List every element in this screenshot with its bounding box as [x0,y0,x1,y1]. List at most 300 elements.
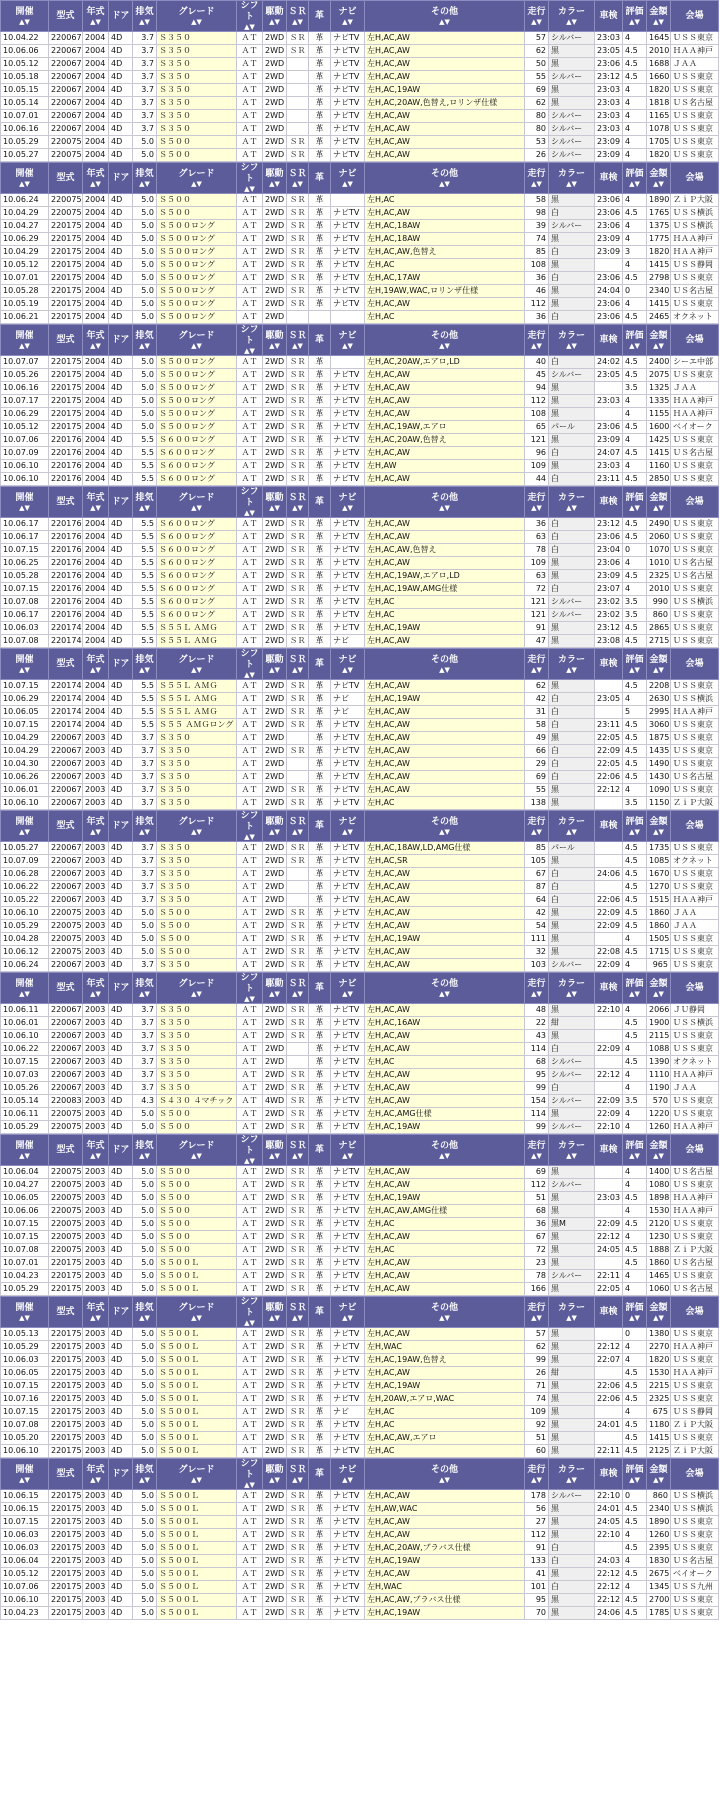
sort-arrows-icon[interactable]: ▲▼ [19,1313,30,1322]
column-header-year[interactable] [83,1459,109,1490]
sort-arrows-icon[interactable]: ▲▼ [90,17,101,26]
sort-arrows-icon[interactable]: ▲▼ [566,179,577,188]
sort-arrows-icon[interactable]: ▲▼ [292,179,303,188]
sort-arrows-icon[interactable]: ▲▼ [19,17,30,26]
column-header-color[interactable] [549,487,595,518]
column-header-other[interactable] [365,1,525,32]
sort-arrows-icon[interactable]: ▲▼ [531,341,542,350]
sort-arrows-icon[interactable]: ▲▼ [629,1313,640,1322]
sort-arrows-icon[interactable]: ▲▼ [292,503,303,512]
sort-arrows-icon[interactable]: ▲▼ [292,1151,303,1160]
sort-arrows-icon[interactable]: ▲▼ [439,665,450,674]
column-header-rating[interactable] [623,649,647,680]
sort-arrows-icon[interactable]: ▲▼ [342,1151,353,1160]
sort-arrows-icon[interactable]: ▲▼ [439,1475,450,1484]
column-header-rating[interactable] [623,811,647,842]
sort-arrows-icon[interactable]: ▲▼ [439,989,450,998]
column-header-navi[interactable] [331,325,365,356]
sort-arrows-icon[interactable]: ▲▼ [19,1151,30,1160]
column-header-date[interactable] [1,325,49,356]
column-header-sunroof[interactable] [287,649,309,680]
sort-arrows-icon[interactable]: ▲▼ [19,1475,30,1484]
cell-inspection [595,1179,623,1192]
sort-arrows-icon[interactable]: ▲▼ [19,503,30,512]
cell-navi: ナビTV [331,123,365,136]
column-header-drive[interactable] [263,487,287,518]
sort-arrows-icon[interactable]: ▲▼ [191,179,202,188]
column-header-shift[interactable] [237,487,263,518]
sort-arrows-icon[interactable]: ▲▼ [191,989,202,998]
cell-leather: 革 [309,194,331,207]
column-header-displacement[interactable] [133,163,157,194]
cell-other: 左H,AC,AW [365,1328,525,1341]
column-header-mileage[interactable] [525,325,549,356]
column-header-displacement[interactable] [133,487,157,518]
sort-arrows-icon[interactable]: ▲▼ [566,503,577,512]
sort-arrows-icon[interactable]: ▲▼ [292,1475,303,1484]
column-header-price[interactable] [647,325,671,356]
sort-arrows-icon[interactable]: ▲▼ [90,1313,101,1322]
table-header-row [1,163,719,194]
column-header-sunroof[interactable] [287,973,309,1004]
cell-date: 10.05.29 [1,920,49,933]
cell-mileage: 36 [525,518,549,531]
column-header-date[interactable] [1,1,49,32]
sort-arrows-icon[interactable]: ▲▼ [292,989,303,998]
column-header-mileage[interactable] [525,163,549,194]
cell-shift: ＡＴ [237,1503,263,1516]
sort-arrows-icon[interactable]: ▲▼ [19,341,30,350]
sort-arrows-icon[interactable]: ▲▼ [269,179,280,188]
sort-arrows-icon[interactable]: ▲▼ [90,827,101,836]
column-header-mileage[interactable] [525,1297,549,1328]
sort-arrows-icon[interactable]: ▲▼ [439,827,450,836]
column-header-other[interactable] [365,811,525,842]
sort-arrows-icon[interactable]: ▲▼ [342,665,353,674]
sort-arrows-icon[interactable]: ▲▼ [292,827,303,836]
sort-arrows-icon[interactable]: ▲▼ [566,989,577,998]
column-header-drive[interactable] [263,1,287,32]
table-row [1,1270,719,1283]
sort-arrows-icon[interactable]: ▲▼ [191,341,202,350]
sort-arrows-icon[interactable]: ▲▼ [566,341,577,350]
sort-arrows-icon[interactable]: ▲▼ [292,17,303,26]
sort-arrows-icon[interactable]: ▲▼ [531,17,542,26]
column-header-date[interactable] [1,649,49,680]
cell-sunroof [287,97,309,110]
cell-other: 左H,AC,AW [365,1043,525,1056]
sort-arrows-icon[interactable]: ▲▼ [629,989,640,998]
column-header-drive[interactable] [263,1459,287,1490]
sort-arrows-icon[interactable]: ▲▼ [531,665,542,674]
sort-arrows-icon[interactable]: ▲▼ [19,179,30,188]
column-header-drive[interactable] [263,1135,287,1166]
cell-sunroof: ＳＲ [287,1380,309,1393]
column-header-price[interactable] [647,1135,671,1166]
column-header-sunroof[interactable] [287,1459,309,1490]
column-header-year[interactable] [83,1297,109,1328]
column-header-price[interactable] [647,1459,671,1490]
cell-other: 左H,AC,AW [365,1166,525,1179]
column-header-navi[interactable] [331,973,365,1004]
sort-arrows-icon[interactable]: ▲▼ [269,17,280,26]
column-header-drive[interactable] [263,973,287,1004]
sort-arrows-icon[interactable]: ▲▼ [90,1151,101,1160]
sort-arrows-icon[interactable]: ▲▼ [629,503,640,512]
sort-arrows-icon[interactable]: ▲▼ [90,179,101,188]
column-header-navi[interactable] [331,1135,365,1166]
sort-arrows-icon[interactable]: ▲▼ [531,989,542,998]
column-header-year[interactable] [83,1135,109,1166]
column-header-other[interactable] [365,1459,525,1490]
column-header-rating[interactable] [623,1297,647,1328]
sort-arrows-icon[interactable]: ▲▼ [653,17,664,26]
column-header-date[interactable] [1,1135,49,1166]
column-header-year[interactable] [83,325,109,356]
sort-arrows-icon[interactable]: ▲▼ [139,1151,150,1160]
sort-arrows-icon[interactable]: ▲▼ [439,1313,450,1322]
column-header-shift[interactable] [237,811,263,842]
column-header-year[interactable] [83,163,109,194]
column-header-color[interactable] [549,163,595,194]
column-header-shift[interactable] [237,1135,263,1166]
column-header-date[interactable] [1,973,49,1004]
column-header-mileage[interactable] [525,487,549,518]
sort-arrows-icon[interactable]: ▲▼ [531,827,542,836]
column-header-grade[interactable] [157,487,237,518]
column-header-date[interactable] [1,811,49,842]
column-header-navi[interactable] [331,811,365,842]
column-header-price[interactable] [647,973,671,1004]
sort-arrows-icon[interactable]: ▲▼ [244,23,255,31]
column-header-shift[interactable] [237,1459,263,1490]
column-header-year[interactable] [83,1,109,32]
column-header-grade[interactable] [157,1297,237,1328]
sort-arrows-icon[interactable]: ▲▼ [531,1313,542,1322]
column-header-other[interactable] [365,973,525,1004]
column-header-shift[interactable] [237,325,263,356]
column-header-displacement[interactable] [133,649,157,680]
cell-inspection: 24:05 [595,1244,623,1257]
cell-model-code: 220175 [49,369,83,382]
cell-color: 白 [549,868,595,881]
cell-inspection: 22:10 [595,1004,623,1017]
sort-arrows-icon[interactable]: ▲▼ [629,17,640,26]
cell-venue: ＵＳＳ東京 [671,1432,719,1445]
sort-arrows-icon[interactable]: ▲▼ [653,1475,664,1484]
column-header-rating[interactable] [623,487,647,518]
sort-arrows-icon[interactable]: ▲▼ [269,665,280,674]
column-header-price[interactable] [647,649,671,680]
sort-arrows-icon[interactable]: ▲▼ [629,665,640,674]
column-header-other[interactable] [365,487,525,518]
column-header-date[interactable] [1,1297,49,1328]
column-header-mileage[interactable] [525,1135,549,1166]
sort-arrows-icon[interactable]: ▲▼ [191,827,202,836]
sort-arrows-icon[interactable]: ▲▼ [269,1313,280,1322]
sort-arrows-icon[interactable]: ▲▼ [531,503,542,512]
column-header-color[interactable] [549,1135,595,1166]
sort-arrows-icon[interactable]: ▲▼ [244,1319,255,1327]
column-header-date[interactable] [1,1459,49,1490]
sort-arrows-icon[interactable]: ▲▼ [566,1313,577,1322]
column-header-sunroof[interactable] [287,163,309,194]
sort-arrows-icon[interactable]: ▲▼ [342,179,353,188]
column-header-grade[interactable] [157,1,237,32]
sort-arrows-icon[interactable]: ▲▼ [19,827,30,836]
column-header-color[interactable] [549,811,595,842]
sort-arrows-icon[interactable]: ▲▼ [244,347,255,355]
sort-arrows-icon[interactable]: ▲▼ [191,503,202,512]
column-header-navi[interactable] [331,1297,365,1328]
sort-arrows-icon[interactable]: ▲▼ [653,341,664,350]
sort-arrows-icon[interactable]: ▲▼ [244,995,255,1003]
column-header-rating[interactable] [623,1,647,32]
column-header-other[interactable] [365,325,525,356]
column-header-rating[interactable] [623,163,647,194]
sort-arrows-icon[interactable]: ▲▼ [342,827,353,836]
column-header-navi[interactable] [331,649,365,680]
sort-arrows-icon[interactable]: ▲▼ [531,1151,542,1160]
column-header-mileage[interactable] [525,1459,549,1490]
column-header-color[interactable] [549,1,595,32]
sort-arrows-icon[interactable]: ▲▼ [191,665,202,674]
sort-arrows-icon[interactable]: ▲▼ [566,1475,577,1484]
sort-arrows-icon[interactable]: ▲▼ [90,503,101,512]
cell-shift: ＡＴ [237,907,263,920]
sort-arrows-icon[interactable]: ▲▼ [191,1151,202,1160]
sort-arrows-icon[interactable]: ▲▼ [629,179,640,188]
column-header-color[interactable] [549,649,595,680]
column-header-grade[interactable] [157,325,237,356]
sort-arrows-icon[interactable]: ▲▼ [653,1151,664,1160]
sort-arrows-icon[interactable]: ▲▼ [566,665,577,674]
column-header-sunroof[interactable] [287,487,309,518]
sort-arrows-icon[interactable]: ▲▼ [566,827,577,836]
column-header-drive[interactable] [263,1297,287,1328]
sort-arrows-icon[interactable]: ▲▼ [629,827,640,836]
column-header-sunroof[interactable] [287,325,309,356]
cell-color: 白 [549,518,595,531]
column-header-year[interactable] [83,811,109,842]
column-header-other[interactable] [365,163,525,194]
sort-arrows-icon[interactable]: ▲▼ [244,671,255,679]
cell-inspection: 23:06 [595,557,623,570]
sort-arrows-icon[interactable]: ▲▼ [19,665,30,674]
sort-arrows-icon[interactable]: ▲▼ [342,17,353,26]
column-header-navi[interactable] [331,163,365,194]
sort-arrows-icon[interactable]: ▲▼ [342,341,353,350]
cell-shift: ＡＴ [237,1244,263,1257]
column-header-shift[interactable] [237,973,263,1004]
sort-arrows-icon[interactable]: ▲▼ [531,179,542,188]
sort-arrows-icon[interactable]: ▲▼ [269,1151,280,1160]
cell-rating: 4 [623,194,647,207]
cell-date: 10.06.15 [1,1490,49,1503]
sort-arrows-icon[interactable]: ▲▼ [90,665,101,674]
sort-arrows-icon[interactable]: ▲▼ [292,665,303,674]
column-header-displacement[interactable] [133,1297,157,1328]
sort-arrows-icon[interactable]: ▲▼ [292,341,303,350]
column-header-sunroof[interactable] [287,1135,309,1166]
table-row [1,1328,719,1341]
column-header-rating[interactable] [623,325,647,356]
column-header-color[interactable] [549,1297,595,1328]
cell-rating: 4.5 [623,1516,647,1529]
sort-arrows-icon[interactable]: ▲▼ [139,503,150,512]
cell-price: 1380 [647,1328,671,1341]
table-row [1,233,719,246]
column-header-rating[interactable] [623,1135,647,1166]
column-header-sunroof[interactable] [287,1,309,32]
cell-displacement: 5.5 [133,570,157,583]
sort-arrows-icon[interactable]: ▲▼ [139,989,150,998]
cell-leather: 革 [309,1380,331,1393]
column-header-drive[interactable] [263,649,287,680]
sort-arrows-icon[interactable]: ▲▼ [191,1475,202,1484]
sort-arrows-icon[interactable]: ▲▼ [653,503,664,512]
column-header-label: 会場 [685,1306,704,1317]
cell-displacement: 3.7 [133,123,157,136]
column-header-displacement[interactable] [133,1459,157,1490]
sort-arrows-icon[interactable]: ▲▼ [139,17,150,26]
column-header-grade[interactable] [157,163,237,194]
sort-arrows-icon[interactable]: ▲▼ [292,1313,303,1322]
column-header-shift[interactable] [237,1,263,32]
cell-year: 2004 [83,246,109,259]
column-header-drive[interactable] [263,325,287,356]
sort-arrows-icon[interactable]: ▲▼ [139,179,150,188]
cell-navi: ナビTV [331,1283,365,1296]
sort-arrows-icon[interactable]: ▲▼ [139,665,150,674]
column-header-price[interactable] [647,163,671,194]
sort-arrows-icon[interactable]: ▲▼ [244,833,255,841]
sort-arrows-icon[interactable]: ▲▼ [269,341,280,350]
column-header-grade[interactable] [157,1135,237,1166]
column-header-mileage[interactable] [525,1,549,32]
column-header-price[interactable] [647,1297,671,1328]
column-header-displacement[interactable] [133,811,157,842]
column-header-date[interactable] [1,487,49,518]
sort-arrows-icon[interactable]: ▲▼ [439,503,450,512]
column-header-shift[interactable] [237,649,263,680]
column-header-year[interactable] [83,487,109,518]
cell-rating: 4.5 [623,920,647,933]
column-header-navi[interactable] [331,1459,365,1490]
sort-arrows-icon[interactable]: ▲▼ [342,1475,353,1484]
sort-arrows-icon[interactable]: ▲▼ [191,17,202,26]
sort-arrows-icon[interactable]: ▲▼ [90,341,101,350]
column-header-rating[interactable] [623,973,647,1004]
sort-arrows-icon[interactable]: ▲▼ [342,989,353,998]
sort-arrows-icon[interactable]: ▲▼ [139,1313,150,1322]
column-header-shift[interactable] [237,1297,263,1328]
sort-arrows-icon[interactable]: ▲▼ [342,1313,353,1322]
column-header-price[interactable] [647,811,671,842]
sort-arrows-icon[interactable]: ▲▼ [653,179,664,188]
column-header-drive[interactable] [263,811,287,842]
sort-arrows-icon[interactable]: ▲▼ [19,989,30,998]
sort-arrows-icon[interactable]: ▲▼ [269,827,280,836]
column-header-rating[interactable] [623,1459,647,1490]
column-header-mileage[interactable] [525,649,549,680]
cell-navi: ナビTV [331,259,365,272]
sort-arrows-icon[interactable]: ▲▼ [653,827,664,836]
sort-arrows-icon[interactable]: ▲▼ [653,989,664,998]
column-header-mileage[interactable] [525,811,549,842]
sort-arrows-icon[interactable]: ▲▼ [269,1475,280,1484]
column-header-color[interactable] [549,325,595,356]
sort-arrows-icon[interactable]: ▲▼ [139,341,150,350]
sort-arrows-icon[interactable]: ▲▼ [139,1475,150,1484]
column-header-grade[interactable] [157,1459,237,1490]
column-header-price[interactable] [647,1,671,32]
sort-arrows-icon[interactable]: ▲▼ [566,17,577,26]
sort-arrows-icon[interactable]: ▲▼ [531,1475,542,1484]
sort-arrows-icon[interactable]: ▲▼ [629,1475,640,1484]
sort-arrows-icon[interactable]: ▲▼ [629,1151,640,1160]
column-header-year[interactable] [83,973,109,1004]
column-header-sunroof[interactable] [287,811,309,842]
column-header-label: 会場 [685,658,704,669]
sort-arrows-icon[interactable]: ▲▼ [90,989,101,998]
sort-arrows-icon[interactable]: ▲▼ [566,1151,577,1160]
sort-arrows-icon[interactable]: ▲▼ [439,17,450,26]
sort-arrows-icon[interactable]: ▲▼ [439,1151,450,1160]
column-header-displacement[interactable] [133,325,157,356]
column-header-sunroof[interactable] [287,1297,309,1328]
column-header-navi[interactable] [331,487,365,518]
column-header-date[interactable] [1,163,49,194]
column-header-displacement[interactable] [133,973,157,1004]
sort-arrows-icon[interactable]: ▲▼ [439,341,450,350]
column-header-price[interactable] [647,487,671,518]
column-header-navi[interactable] [331,1,365,32]
column-header-other[interactable] [365,1297,525,1328]
column-header-color[interactable] [549,1459,595,1490]
column-header-displacement[interactable] [133,1,157,32]
column-header-year[interactable] [83,649,109,680]
column-header-color[interactable] [549,973,595,1004]
column-header-displacement[interactable] [133,1135,157,1166]
column-header-grade[interactable] [157,973,237,1004]
sort-arrows-icon[interactable]: ▲▼ [653,1313,664,1322]
sort-arrows-icon[interactable]: ▲▼ [244,1157,255,1165]
cell-inspection [595,797,623,810]
sort-arrows-icon[interactable]: ▲▼ [90,1475,101,1484]
column-header-grade[interactable] [157,649,237,680]
column-header-other[interactable] [365,649,525,680]
sort-arrows-icon[interactable]: ▲▼ [439,179,450,188]
sort-arrows-icon[interactable]: ▲▼ [244,1481,255,1489]
sort-arrows-icon[interactable]: ▲▼ [653,665,664,674]
sort-arrows-icon[interactable]: ▲▼ [244,509,255,517]
sort-arrows-icon[interactable]: ▲▼ [269,989,280,998]
sort-arrows-icon[interactable]: ▲▼ [269,503,280,512]
sort-arrows-icon[interactable]: ▲▼ [139,827,150,836]
cell-shift: ＡＴ [237,758,263,771]
column-header-mileage[interactable] [525,973,549,1004]
sort-arrows-icon[interactable]: ▲▼ [342,503,353,512]
column-header-other[interactable] [365,1135,525,1166]
column-header-shift[interactable] [237,163,263,194]
cell-sunroof: ＳＲ [287,1328,309,1341]
column-header-grade[interactable] [157,811,237,842]
sort-arrows-icon[interactable]: ▲▼ [244,185,255,193]
column-header-drive[interactable] [263,163,287,194]
sort-arrows-icon[interactable]: ▲▼ [629,341,640,350]
sort-arrows-icon[interactable]: ▲▼ [191,1313,202,1322]
